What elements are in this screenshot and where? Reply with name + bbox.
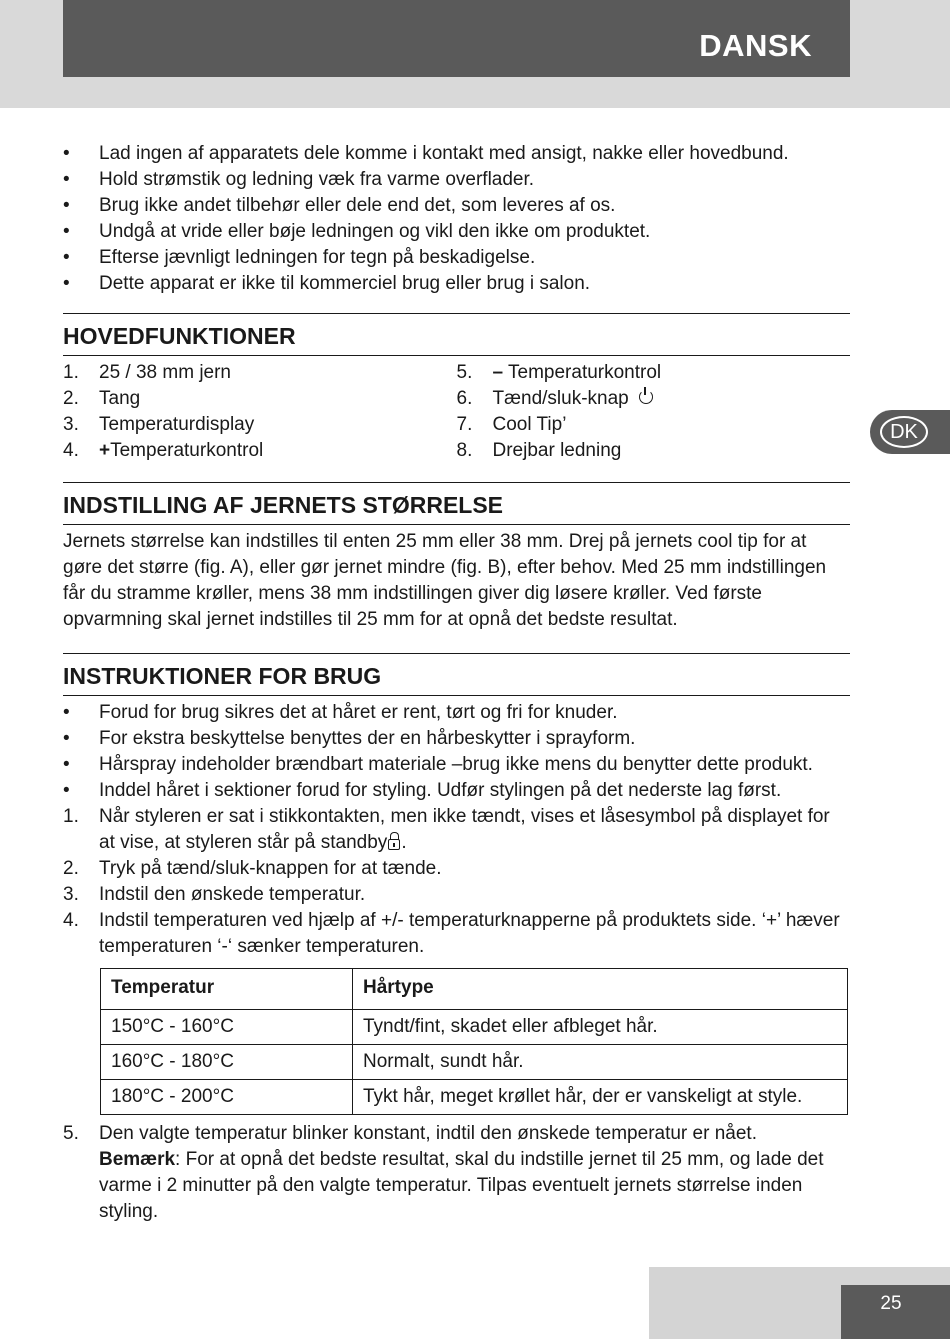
table-header-row [101, 969, 848, 1010]
list-item: 5. Den valgte temperatur blinker konstant, indtil den ønskede temperatur er nået. Bemærk: For at opnå det bedste resultat, skal du indstille jernet til 25 mm, og lade det varme i 2 minutter på den valgte temperatur. Tilpas eventuelt jernets størrelse inden styling. [63, 1123, 824, 1222]
instructions-section [63, 653, 850, 1225]
list-item: • Brug ikke andet tilbehør eller dele end det, som leveres af os. [63, 195, 616, 216]
instructions-list-continued [63, 1121, 850, 1225]
table-header: Hårtype [353, 969, 848, 1010]
list-item: • Hårspray indeholder brændbart materiale –brug ikke mens du benytter dette produkt. [63, 754, 813, 775]
page-content [63, 141, 850, 1225]
list-item: • Efterse jævnligt ledningen for tegn på beskadigelse. [63, 247, 536, 268]
list-item: 2. Tryk på tænd/sluk-knappen for at tænde. [63, 858, 442, 879]
table-row [101, 1045, 848, 1080]
temperature-table [100, 968, 848, 1115]
table-cell: Normalt, sundt hår. [353, 1045, 848, 1080]
feature-item: 5. – Temperaturkontrol [456, 362, 662, 383]
table-cell: 150°C - 160°C [101, 1010, 353, 1045]
plus-symbol: + [99, 440, 111, 461]
feature-item: 4. +Temperaturkontrol [63, 440, 264, 461]
table-header: Temperatur [101, 969, 353, 1010]
page-number-box [841, 1285, 950, 1339]
language-header [63, 0, 850, 77]
language-tab [870, 410, 950, 454]
page-number: 25 [880, 1293, 902, 1314]
list-item: 1. Når styleren er sat i stikkontakten, men ikke tændt, vises et låsesymbol på displayet for at vise, at styleren står på standby . [63, 806, 830, 853]
table-cell: 160°C - 180°C [101, 1045, 353, 1080]
feature-item: 8. Drejbar ledning [456, 440, 622, 461]
table-cell: Tyndt/fint, skadet eller afbleget hår. [353, 1010, 848, 1045]
power-icon [639, 390, 653, 404]
note-label: Bemærk [99, 1149, 176, 1170]
section-heading: HOVEDFUNKTIONER [63, 313, 850, 356]
table-row [101, 1080, 848, 1115]
list-item: • Undgå at vride eller bøje ledningen og vikl den ikke om produktet. [63, 221, 651, 242]
list-item: 3. Indstil den ønskede temperatur. [63, 884, 366, 905]
language-code: DK [880, 416, 928, 448]
list-item: • Lad ingen af apparatets dele komme i kontakt med ansigt, nakke eller hovedbund. [63, 143, 789, 164]
table-cell: 180°C - 200°C [101, 1080, 353, 1115]
language-title: DANSK [699, 28, 812, 63]
list-item: 4. Indstil temperaturen ved hjælp af +/- temperaturknapperne på produktets side. ‘+’ hæver temperaturen ‘-‘ sænker temperaturen. [63, 910, 840, 957]
table-row [101, 1010, 848, 1045]
lock-icon [388, 839, 400, 850]
feature-item: 6. Tænd/sluk-knap [457, 386, 851, 412]
safety-list [63, 141, 850, 297]
minus-symbol: – [492, 362, 504, 383]
list-item: • Forud for brug sikres det at håret er rent, tørt og fri for knuder. [63, 702, 618, 723]
size-section [63, 482, 850, 633]
features-right [457, 360, 851, 464]
size-paragraph: Jernets størrelse kan indstilles til enten 25 mm eller 38 mm. Drej på jernets cool tip for at gøre det større (fig. A), eller gør jernet mindre (fig. B), efter behov. Med 25 mm indstillingen får du stramme krøller, mens 38 mm indstillingen giver dig løsere krøller. Ved første opvarmning skal jernet indstilles til 25 mm for at opnå det bedste resultat. [63, 531, 827, 630]
list-item: • Inddel håret i sektioner forud for styling. Udfør stylingen på det nederste lag først. [63, 780, 782, 801]
section-heading: INSTRUKTIONER FOR BRUG [63, 653, 850, 696]
feature-item: 7. Cool Tip’ [456, 414, 567, 435]
list-item: • Dette apparat er ikke til kommerciel brug eller brug i salon. [63, 273, 591, 294]
feature-item: 2. Tang [63, 388, 141, 409]
table-cell: Tykt hår, meget krøllet hår, der er vanskeligt at style. [353, 1080, 848, 1115]
section-heading: INDSTILLING AF JERNETS STØRRELSE [63, 482, 850, 525]
features-left [63, 360, 457, 464]
features-section [63, 313, 850, 464]
features-grid [63, 360, 850, 464]
feature-item: 3. Temperaturdisplay [63, 414, 255, 435]
list-item: • Hold strømstik og ledning væk fra varme overflader. [63, 169, 535, 190]
instructions-list [63, 700, 850, 960]
feature-item: 1. 25 / 38 mm jern [63, 362, 231, 383]
list-item: • For ekstra beskyttelse benyttes der en hårbeskytter i sprayform. [63, 728, 636, 749]
